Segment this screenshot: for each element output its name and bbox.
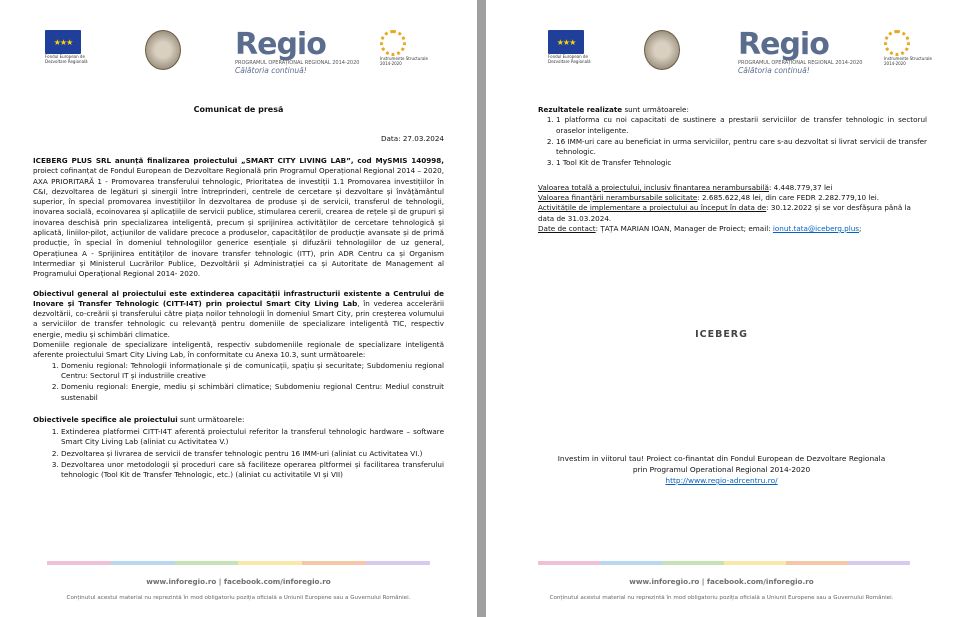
document-page-1 <box>0 0 477 617</box>
list-item: 1. Extinderea platformei CITT-I4T aferentă proiectului referitor la transferul tehnologic hardware – software Smart City Living Lab (aliniat cu Activitatea V.) <box>61 427 444 448</box>
regio-logo <box>235 27 360 75</box>
stripe-segment <box>662 561 724 565</box>
page2-content <box>538 105 927 234</box>
is-caption: Instrumente Structurale 2014-2020 <box>884 56 932 66</box>
government-crest <box>644 30 680 70</box>
regio-wordmark: Regio <box>235 27 326 62</box>
crest-icon <box>644 30 680 70</box>
contact-label: Date de contact <box>538 223 596 233</box>
page-title: Comunicat de presă <box>193 105 284 114</box>
project-value <box>538 183 927 193</box>
stripe-segment <box>302 561 366 565</box>
eu-logo <box>548 30 598 64</box>
funding-label: Valoarea finanțării nerambursabile solicitate <box>538 193 698 203</box>
stripe-segment <box>786 561 848 565</box>
domains-list <box>33 361 444 403</box>
objective-paragraph <box>33 289 444 340</box>
footer-links: www.inforegio.ro | facebook.com/inforegio.ro <box>146 577 331 586</box>
list-item: 3. 1 Tool Kit de Transfer Tehnologic <box>556 158 927 168</box>
results-heading <box>538 105 927 115</box>
stripe-segment <box>47 561 111 565</box>
specific-heading <box>33 415 444 425</box>
structural-instruments-logo <box>884 30 934 66</box>
stripe-segment <box>538 561 600 565</box>
contact-email-link[interactable]: ionut.tata@iceberg.plus <box>772 223 860 233</box>
activities-period <box>538 203 927 224</box>
regio-subtitle: PROGRAMUL OPERAȚIONAL REGIONAL 2014-2020 <box>738 60 863 66</box>
stars-icon <box>884 30 910 56</box>
page1-content <box>33 105 444 489</box>
list-item: 2. Domeniu regional: Energie, mediu și schimbări climatice; Subdomeniu regional Centru: Mediul construit sustenabil <box>61 382 444 403</box>
list-item: 1. 1 platforma cu noi capacitati de sustinere a prestarii serviciilor de transfer tehnologic in sectorul oraselor inteligente. <box>556 115 927 136</box>
funding-line-1: Investim in viitorul tau! Proiect co-finantat din Fondul European de Dezvoltare Regionala <box>557 454 886 463</box>
stripe-segment <box>238 561 302 565</box>
regio-wordmark: Regio <box>738 27 829 62</box>
regio-adrcentru-link[interactable]: http://www.regio-adrcentru.ro/ <box>665 476 778 485</box>
objective-text: , în vederea accelerării dezvoltării, co-creării și transferului către piața noilor tehnologii în domeniul Smart City, prin creșterea volumului a serviciilor de transfer tehnologic cu relevanță pentru domeniile de specializare inteligentă TIC, respectiv energie, mediu și schimbări climatice. <box>33 298 444 339</box>
footer-disclaimer: Conținutul acestui material nu reprezintă în mod obligatoriu poziția oficială a Uniunii Europene sau a Guvernului României. <box>549 595 894 601</box>
value-label: Valoarea totală a proiectului, inclusiv finantarea nerambursabilă <box>538 182 769 192</box>
list-item: 2. Dezvoltarea și livrarea de servicii de transfer tehnologic pentru 16 IMM-uri (aliniat cu Activitatea VI.) <box>61 449 444 459</box>
stripe-segment <box>848 561 910 565</box>
stripe-segment <box>600 561 662 565</box>
intro-text: proiect cofinanțat de Fondul European de Dezvoltare Regională prin Programul Operațional Regional 2014 – 2020, AXA PRIORITARĂ 1 - Promovarea transferului tehnologic, Prioritatea de investiții 1.1 Promovarea investițiilor în C&I, dezvoltarea de legături și sinergii între întreprinderi, centrele de cercetare și dezvoltare și învățământul superior, în special promovarea investițiilor în dezvoltarea de produse și de servicii, transferul de tehnologii, inovarea socială, ecoinovarea și aplicațiile de servicii publice, stimularea cererii, crearea de rețele și de grupuri și inovarea deschisă prin specializarea inteligentă, precum și sprijinirea activităților de cercetare tehnologică și aplicată, liniilor-pilot, acțiunilor de validare precoce a produselor, capacităților de producție avansate și de primă producție, în special în domeniul tehnologiilor generice esențiale și difuzării tehnologiilor de uz general, Operațiunea A - Sprijinirea entităților de inovare transfer tehnologic (ITT), prin ADR Centru ca și Organism Intermediar și Ministerul Lucrărilor Publice, Dezvoltării și Administrației ca și Autoritate de Management al Programului Operațional Regional 2014- 2020. <box>33 166 444 279</box>
results-label: Rezultatele realizate <box>538 105 623 114</box>
list-item: 1. Domeniu regional: Tehnologii informaționale și de comunicații, spațiu și securitate; Subdomeniu regional Centru: Sectorul IT și industriile creative <box>61 361 444 382</box>
document-date: Data: 27.03.2024 <box>380 134 444 143</box>
funding-line-2: prin Programul Operational Regional 2014-2020 <box>632 465 811 474</box>
stripe-segment <box>724 561 786 565</box>
footer-links: www.inforegio.ro | facebook.com/inforegio.ro <box>629 577 814 586</box>
objective-bold: Obiectivul general al proiectului este extinderea capacității infrastructurii existente a Centrului de Inovare și Transfer Tehnologic (CITT-I4T) prin proiectul Smart City Living Lab <box>33 288 444 308</box>
specific-bold: Obiectivele specifice ale proiectului <box>33 414 178 424</box>
activities-text: : 30.12.2022 și se vor desfășura până la data de 31.03.2024. <box>538 203 911 223</box>
domains-intro: Domeniile regionale de specializare inteligentă, respectiv subdomeniile regionale de specializare inteligentă aferente proiectului Smart City Living Lab, în conformitate cu Anexa 10.3, sunt următoarele: <box>33 340 444 360</box>
eu-logo <box>45 30 95 64</box>
results-text: sunt următoarele: <box>622 105 689 114</box>
eu-flag-icon: ★★★ <box>45 30 81 54</box>
regio-logo <box>738 27 863 75</box>
contact-line <box>538 224 927 234</box>
government-crest <box>145 30 181 70</box>
stripe-segment <box>111 561 175 565</box>
regio-tagline: Călătoria continuă! <box>738 66 810 75</box>
intro-paragraph <box>33 156 444 280</box>
activities-label: Activitățile de implementare a proiectului au început în data de <box>538 203 767 213</box>
iceberg-logo: ICEBERG <box>695 329 748 340</box>
funding-value <box>538 193 927 203</box>
is-caption: Instrumente Structurale 2014-2020 <box>380 56 428 66</box>
contact-text: : ȚAȚA MARIAN IOAN, Manager de Proiect; email: <box>595 223 773 233</box>
header-logos <box>0 27 477 75</box>
header-logos <box>486 27 957 75</box>
color-stripe <box>538 561 910 565</box>
stripe-segment <box>366 561 430 565</box>
specific-list <box>33 427 444 480</box>
value-text: : 4.448.779,37 lei <box>768 182 833 192</box>
stripe-segment <box>175 561 239 565</box>
intro-bold: ICEBERG PLUS SRL anunță finalizarea proiectului „SMART CITY LIVING LAB”, cod MySMIS 140998, <box>33 156 444 165</box>
document-page-2 <box>486 0 957 617</box>
stars-icon <box>380 30 406 56</box>
results-list <box>538 115 927 168</box>
eu-caption: Fondul European de Dezvoltare Regională <box>45 54 88 64</box>
regio-tagline: Călătoria continuă! <box>235 66 307 75</box>
funding-text: : 2.685.622,48 lei, din care FEDR 2.282.779,10 lei. <box>697 193 880 203</box>
color-stripe <box>47 561 430 565</box>
structural-instruments-logo <box>380 30 430 66</box>
list-item: 3. Dezvoltarea unor metodologii și proceduri care să faciliteze operarea pltformei și facilitarea transferului tehnologic (Tool Kit de Transfer Tehnologic, etc.) (aliniat cu activitatile VI și VII) <box>61 460 444 481</box>
crest-icon <box>145 30 181 70</box>
funding-statement <box>526 453 917 486</box>
list-item: 2. 16 IMM-uri care au beneficiat in urma serviciilor, pentru care s-au dezvoltat si livrat servicii de transfer tehnologic. <box>556 137 927 158</box>
eu-caption: Fondul European de Dezvoltare Regională <box>548 54 591 64</box>
footer-disclaimer: Conținutul acestui material nu reprezintă în mod obligatoriu poziția oficială a Uniunii Europene sau a Guvernului României. <box>66 595 411 601</box>
specific-text: sunt următoarele: <box>177 414 245 424</box>
contact-end: ; <box>859 223 862 233</box>
eu-flag-icon: ★★★ <box>548 30 584 54</box>
regio-subtitle: PROGRAMUL OPERAȚIONAL REGIONAL 2014-2020 <box>235 60 360 66</box>
